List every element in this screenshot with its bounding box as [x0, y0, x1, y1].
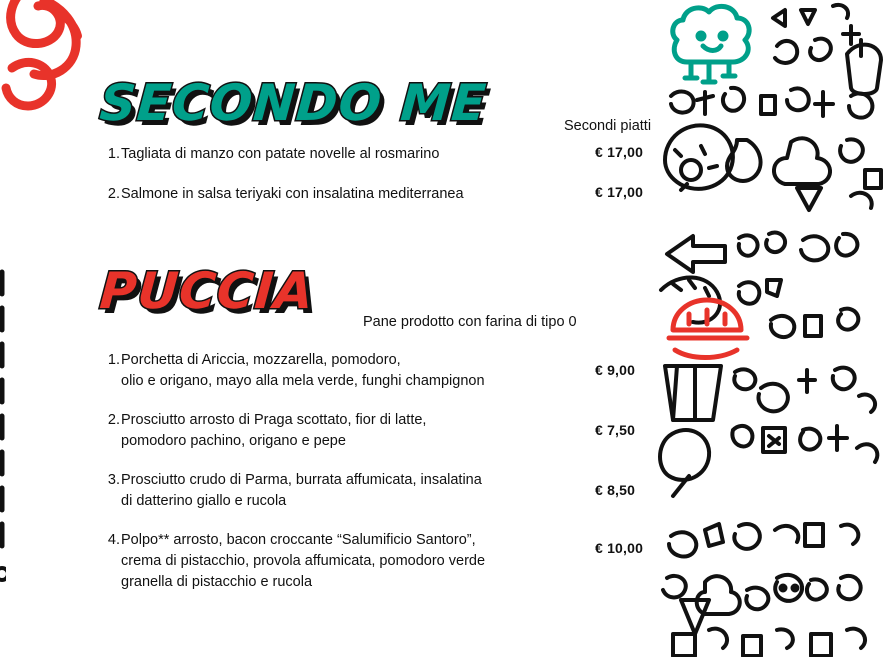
menu-row	[0, 470, 680, 516]
item-number: 4.	[107, 532, 120, 548]
menu-section-puccia	[0, 262, 680, 598]
section-title-puccia: PUCCIA	[97, 262, 316, 320]
menu-row	[0, 184, 680, 210]
item-description-line: Tagliata di manzo con patate novelle al rosmarino	[121, 146, 440, 162]
item-description-line: Porchetta di Ariccia, mozzarella, pomodoro,	[121, 352, 401, 368]
item-description	[121, 184, 551, 205]
item-description-line: granella di pistacchio e rucola	[121, 574, 313, 590]
menu-items-secondi	[0, 144, 680, 210]
section-subtitle-puccia: Pane prodotto con farina di tipo 0	[363, 314, 577, 330]
item-description-line: Prosciutto crudo di Parma, burrata affumicata, insalatina	[121, 472, 482, 488]
section-header-secondi	[0, 74, 680, 136]
menu-row	[0, 530, 680, 598]
item-number: 2.	[107, 412, 120, 428]
item-description-line: olio e origano, mayo alla mela verde, funghi champignon	[121, 373, 485, 389]
item-description	[121, 410, 551, 452]
menu-row	[0, 350, 680, 396]
item-description-line: pomodoro pachino, origano e pepe	[121, 433, 346, 449]
item-number: 1.	[107, 352, 120, 368]
menu-row	[0, 410, 680, 456]
item-description-line: Salmone in salsa teriyaki con insalatina mediterranea	[121, 186, 464, 202]
section-title-secondi: SECONDO ME	[97, 74, 489, 132]
menu-row	[0, 144, 680, 170]
item-description	[121, 530, 581, 593]
item-price: € 8,50	[595, 482, 636, 498]
item-price: € 10,00	[595, 540, 644, 556]
item-number: 3.	[107, 472, 120, 488]
item-description-line: Polpo** arrosto, bacon croccante “Salumificio Santoro”,	[121, 532, 476, 548]
item-price: € 17,00	[595, 144, 644, 160]
item-price: € 17,00	[595, 184, 644, 200]
item-description-line: Prosciutto arrosto di Praga scottato, fior di latte,	[121, 412, 427, 428]
item-number: 2.	[107, 186, 120, 202]
item-description	[121, 470, 551, 512]
menu-section-secondi	[0, 74, 680, 210]
menu-items-puccia	[0, 350, 680, 598]
item-price: € 9,00	[595, 362, 636, 378]
item-description	[121, 144, 551, 165]
item-number: 1.	[107, 146, 120, 162]
item-description	[121, 350, 551, 392]
item-description-line: di datterino giallo e rucola	[121, 493, 287, 509]
item-price: € 7,50	[595, 422, 636, 438]
section-header-puccia	[0, 262, 680, 330]
item-description-line: crema di pistacchio, provola affumicata, pomodoro verde	[121, 553, 486, 569]
section-subtitle-secondi: Secondi piatti	[564, 118, 652, 134]
doodle-illustration-panel	[651, 0, 891, 657]
